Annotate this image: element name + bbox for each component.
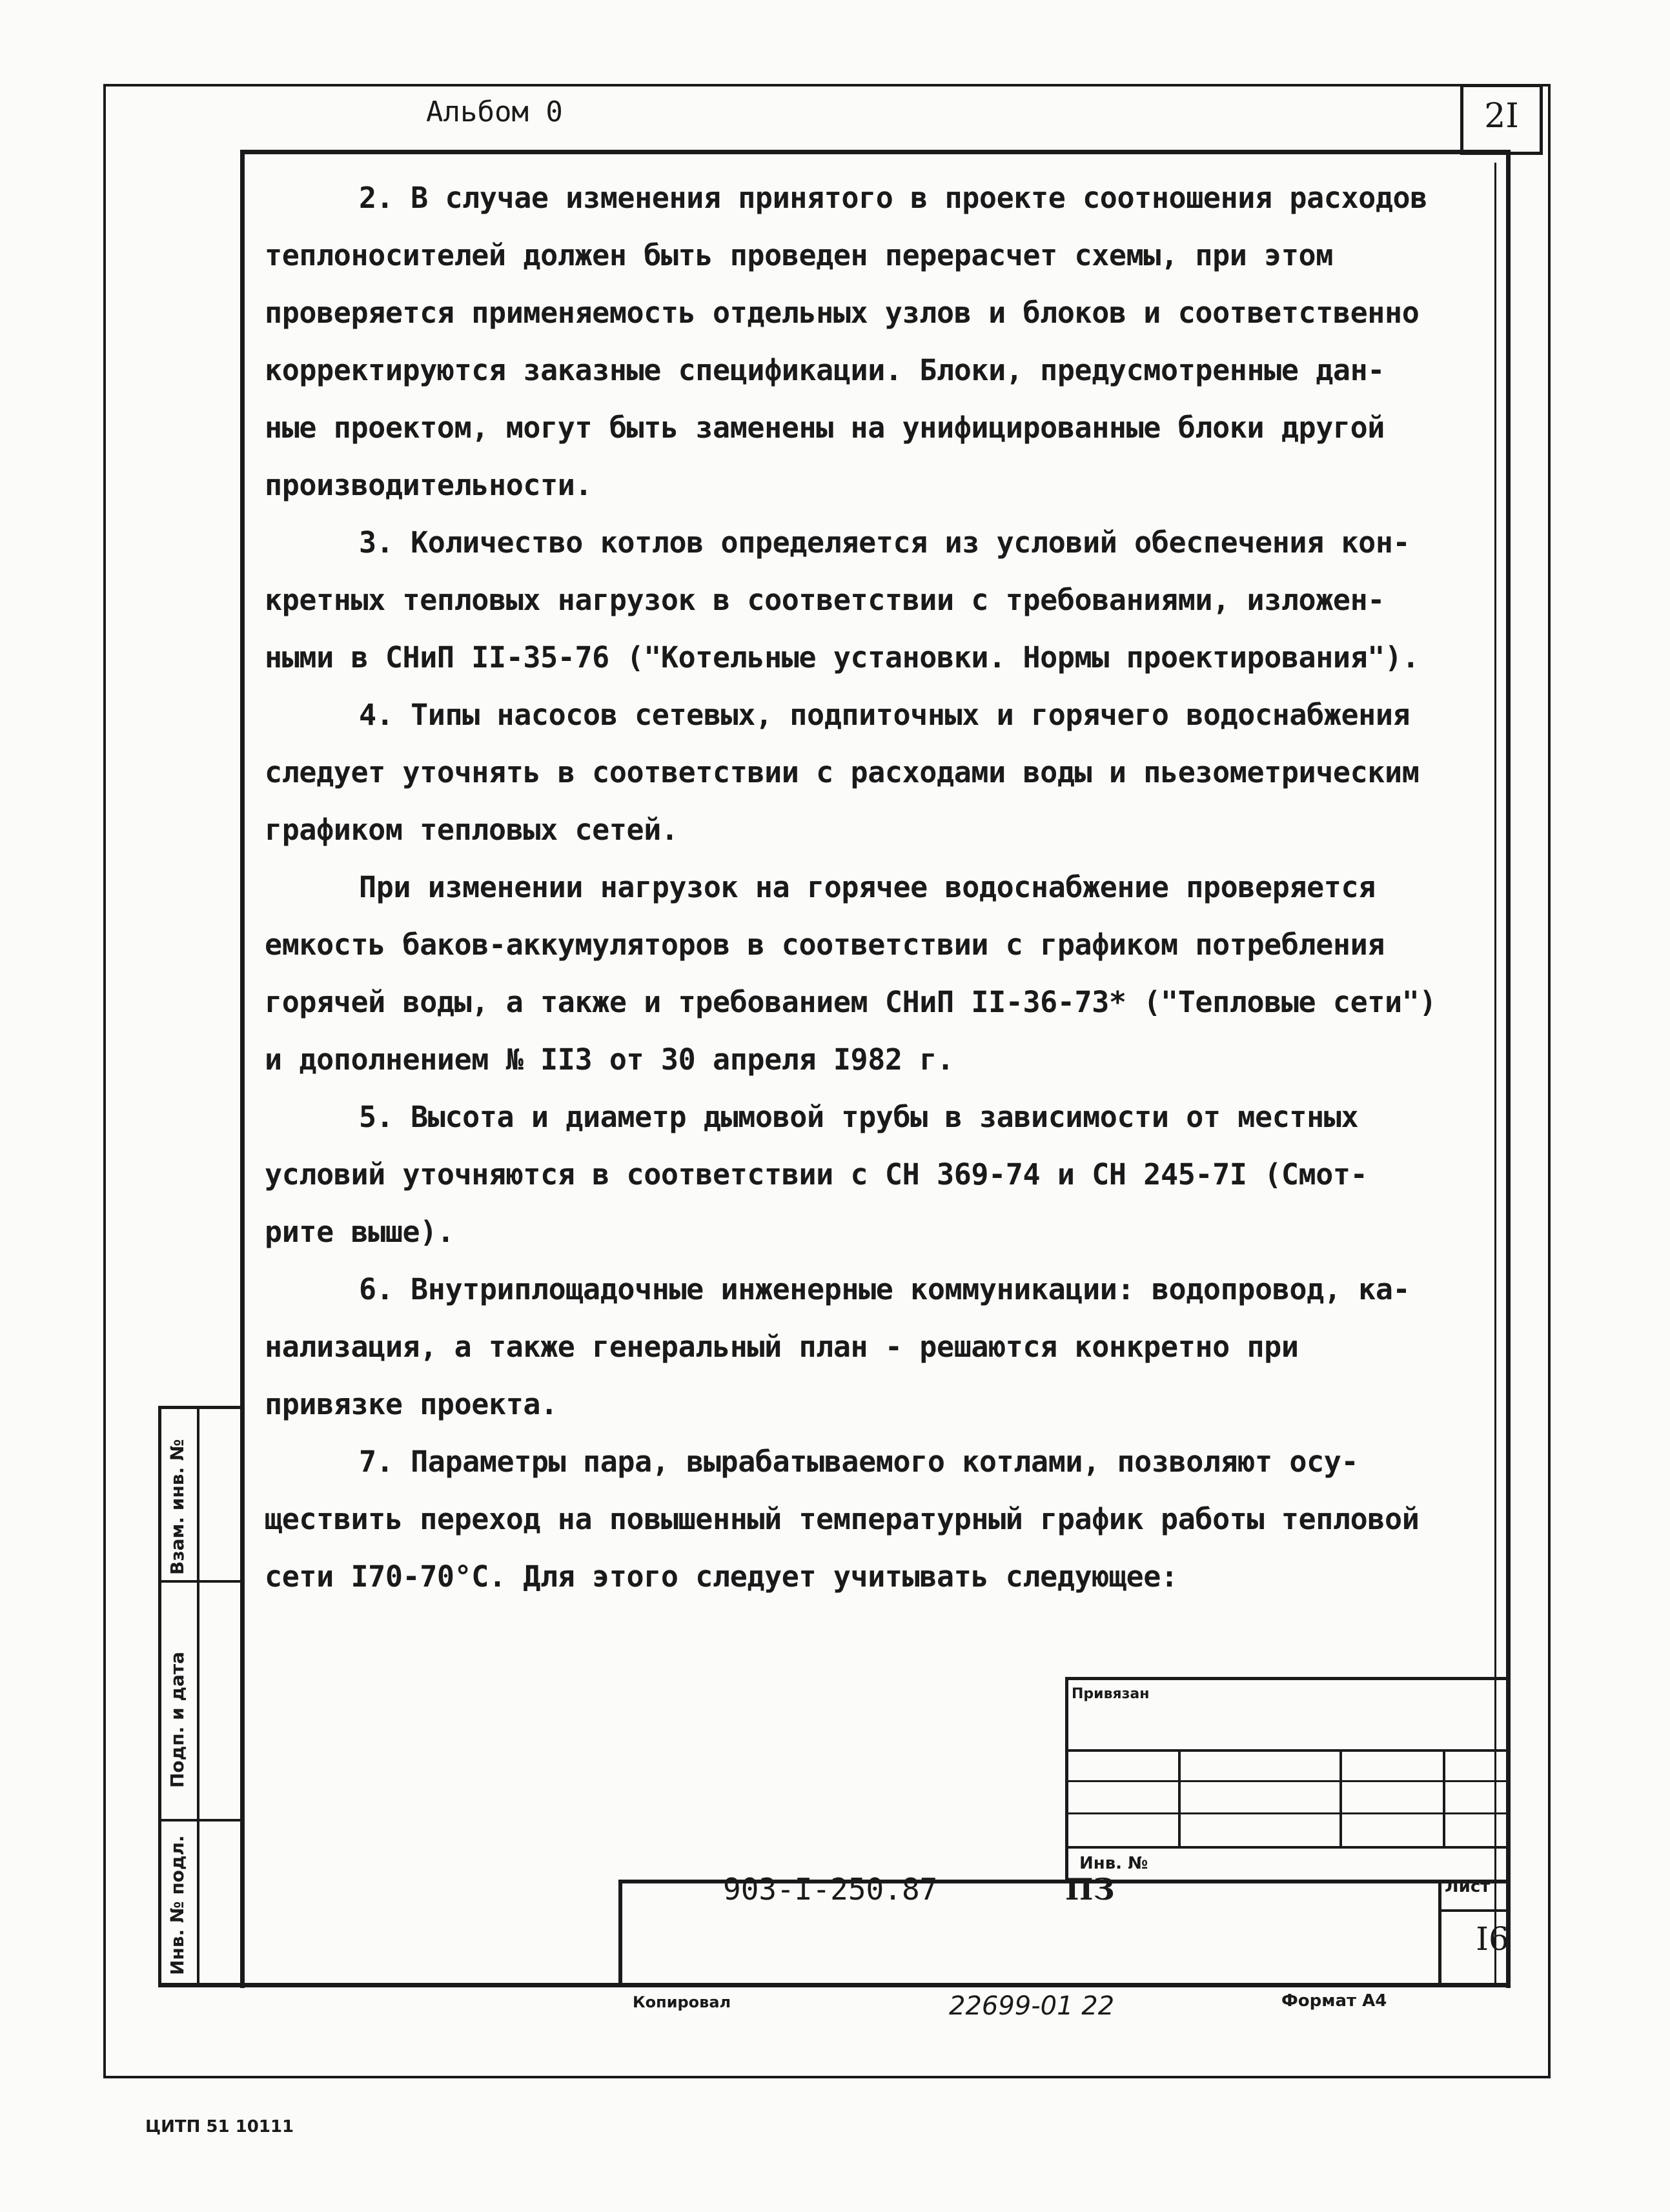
document-code: ПЗ — [1065, 1872, 1115, 1907]
text-line: При изменении нагрузок на горячее водоснабжение проверяется — [359, 870, 1376, 904]
text-line: корректируются заказные спецификации. Блоки, предусмотренные дан- — [265, 353, 1385, 387]
tb-sheet-divider — [1438, 1880, 1441, 1987]
text-line: производительности. — [265, 468, 593, 502]
tb-main-left — [618, 1880, 622, 1987]
text-line: емкость баков-аккумуляторов в соответствии с графиком потребления — [265, 928, 1385, 962]
text-line: нализация, а также генеральный план - решаются конкретно при — [265, 1330, 1299, 1364]
text-line: условий уточняются в соответствии с СН 369-74 и СН 245-7I (Смот- — [265, 1157, 1368, 1192]
text-line: ные проектом, могут быть заменены на унифицированные блоки другой — [265, 411, 1385, 445]
copy-number: 22699-01 22 — [949, 1991, 1115, 2021]
text-line: 3. Количество котлов определяется из условий обеспечения кон- — [359, 525, 1410, 560]
inner-frame-right — [1506, 150, 1511, 1988]
organization-stamp: ЦИТП 51 10111 — [145, 2117, 294, 2136]
tb-sheet-label-line — [1438, 1909, 1511, 1912]
paragraph-7 — [265, 1433, 1478, 1605]
tb-privyazan-top — [1065, 1677, 1511, 1680]
tb-col1 — [1178, 1749, 1181, 1846]
text-line: теплоносителей должен быть проведен перерасчет схемы, при этом — [265, 238, 1333, 272]
copied-label: Копировал — [633, 1993, 731, 2011]
side-stamp-top — [158, 1406, 242, 1409]
page-number: 2I — [1484, 97, 1519, 136]
side-stamp-mid — [197, 1406, 199, 1987]
text-line: 4. Типы насосов сетевых, подпиточных и горячего водоснабжения — [359, 698, 1410, 732]
side-stamp-div2 — [158, 1819, 242, 1821]
text-line: 2. В случае изменения принятого в проекте соотношения расходов — [359, 181, 1427, 215]
document-number: 903-I-250.87 — [723, 1872, 938, 1907]
inv-no-label: Инв. № — [1079, 1854, 1148, 1873]
text-line: 6. Внутриплощадочные инженерные коммуникации: водопровод, ка- — [359, 1272, 1410, 1306]
paragraph-6 — [265, 1261, 1478, 1433]
privyazan-label: Привязан — [1072, 1686, 1150, 1702]
side-stamp-div1 — [158, 1580, 242, 1583]
text-line: следует уточнять в соответствии с расходами воды и пьезометрическим — [265, 755, 1420, 789]
side-stamp-podp-data: Подп. и дата — [167, 1651, 188, 1788]
album-label: Альбом 0 — [426, 96, 563, 128]
body-text — [265, 169, 1478, 1605]
side-stamp-left — [158, 1406, 161, 1987]
text-line: ществить переход на повышенный температурный график работы тепловой — [265, 1502, 1420, 1536]
sheet-number: I6 — [1476, 1920, 1509, 1958]
text-line: проверяется применяемость отдельных узлов и блоков и соответственно — [265, 296, 1420, 330]
text-line: 7. Параметры пара, вырабатываемого котлами, позволяют осу- — [359, 1445, 1359, 1479]
paragraph-3 — [265, 514, 1478, 686]
side-stamp-vzam-inv: Взам. инв. № — [167, 1439, 188, 1575]
text-line: графиком тепловых сетей. — [265, 813, 678, 847]
tb-row4 — [1065, 1846, 1511, 1849]
inner-frame-top — [240, 150, 1511, 154]
inner-frame-bottom — [158, 1983, 1511, 1987]
text-line: горячей воды, а также и требованием СНиП II-36-73* ("Тепловые сети") — [265, 985, 1437, 1019]
text-line: привязке проекта. — [265, 1387, 558, 1421]
inner-frame-right-inner — [1494, 163, 1496, 1983]
paragraph-5 — [265, 1088, 1478, 1261]
text-line: и дополнением № II3 от 30 апреля I982 г. — [265, 1042, 954, 1077]
text-line: сети I70-70°C. Для этого следует учитывать следующее: — [265, 1559, 1178, 1594]
tb-col3 — [1443, 1749, 1445, 1846]
text-line: рите выше). — [265, 1215, 454, 1249]
tb-col2 — [1339, 1749, 1342, 1846]
text-line: ными в СНиП II-35-76 ("Котельные установки. Нормы проектирования"). — [265, 640, 1420, 675]
paragraph-4-cont — [265, 858, 1478, 1088]
paragraph-4 — [265, 686, 1478, 858]
side-stamp-inv-podl: Инв. № подл. — [167, 1835, 188, 1975]
inner-frame-left — [240, 150, 245, 1988]
text-line: 5. Высота и диаметр дымовой трубы в зависимости от местных — [359, 1100, 1359, 1134]
sheet-label: Лист — [1445, 1877, 1491, 1896]
text-line: кретных тепловых нагрузок в соответствии с требованиями, изложен- — [265, 583, 1385, 617]
paragraph-2 — [265, 169, 1478, 514]
format-label: Формат А4 — [1281, 1991, 1387, 2011]
